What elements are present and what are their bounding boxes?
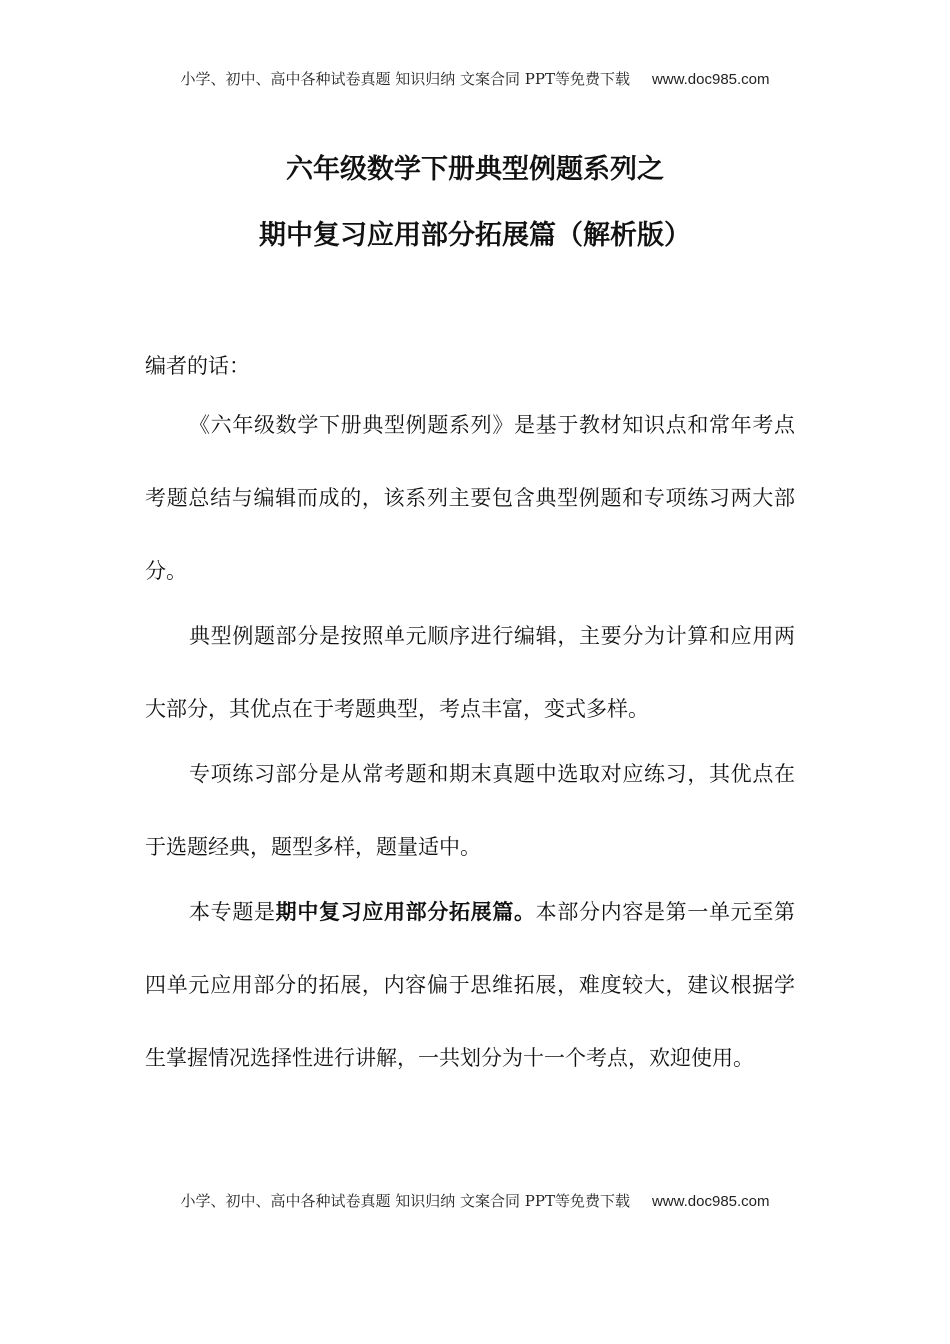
paragraph-typical-examples: 典型例题部分是按照单元顺序进行编辑，主要分为计算和应用两大部分，其优点在于考题典型，考点丰富，变式多样。 [145, 624, 795, 721]
header-text: 小学、初中、高中各种试卷真题 知识归纳 文案合同 PPT等免费下载 [180, 70, 630, 88]
footer-text: 小学、初中、高中各种试卷真题 知识归纳 文案合同 PPT等免费下载 [180, 1192, 630, 1210]
topic-prefix: 本专题是 [189, 900, 276, 924]
paragraph-topic [145, 876, 795, 1095]
topic-description: 本部分内容是第一单元至第四单元应用部分的拓展，内容偏于思维拓展，难度较大，建议根据学生掌握情况选择性进行讲解，一共划分为十一个考点，欢迎使用。 [145, 900, 796, 1070]
header-site-link[interactable]: www.doc985.com [651, 71, 770, 88]
paragraph-special-practice: 专项练习部分是从常考题和期末真题中选取对应练习，其优点在于选题经典，题型多样，题量适中。 [145, 762, 795, 859]
document-title-line-1: 六年级数学下册典型例题系列之 [286, 154, 664, 185]
paragraph-intro: 《六年级数学下册典型例题系列》是基于教材知识点和常年考点考题总结与编辑而成的，该系列主要包含典型例题和专项练习两大部分。 [145, 413, 795, 583]
page-header [0, 69, 950, 90]
document-title-line-2: 期中复习应用部分拓展篇（解析版） [259, 220, 691, 251]
topic-highlight: 期中复习应用部分拓展篇。 [275, 900, 536, 924]
editor-note-label: 编者的话： [145, 354, 250, 378]
page-footer [0, 1191, 950, 1212]
footer-site-link[interactable]: www.doc985.com [651, 1193, 770, 1210]
